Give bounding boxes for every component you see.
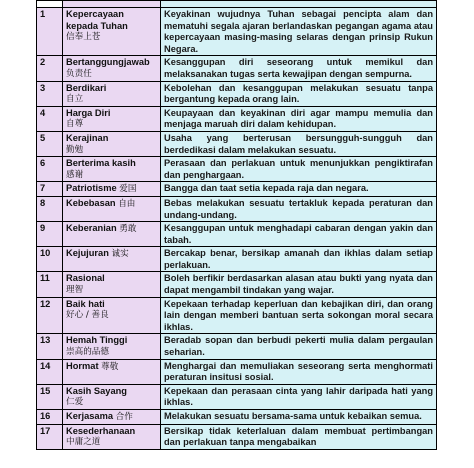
value-name-zh: 信奉上苍 — [66, 32, 101, 43]
row-number: 4 — [37, 106, 63, 131]
description-cell: Melakukan sesuatu bersama-sama untuk kebaikan semua. — [161, 410, 437, 425]
table-row — [37, 222, 437, 247]
value-name-zh: 好心 / 善良 — [66, 310, 109, 321]
row-number: 9 — [37, 222, 63, 247]
description-cell: Keupayaan dan keyakinan diri agar mampu memulia dan menjaga maruah diri dalam kehidupan. — [161, 106, 437, 131]
description-cell: Kesanggupan diri seseorang untuk memikul dan melaksanakan tugas serta kewajipan dengan sempurna. — [161, 56, 437, 81]
table-row — [37, 182, 437, 197]
value-name-zh: 负责任 — [66, 68, 92, 79]
value-name-ms: Berdikari — [66, 82, 107, 93]
description-cell: Kebolehan dan kesanggupan melakukan sesuatu tanpa bergantung kepada orang lain. — [161, 81, 437, 106]
value-name-zh: 勇敢 — [119, 224, 137, 235]
table-row — [37, 359, 437, 384]
table-row — [37, 247, 437, 272]
value-name-ms: Kesederhanaan — [66, 425, 136, 436]
description-cell: Beradab sopan dan berbudi pekerti mulia dalam pergaulan seharian. — [161, 334, 437, 359]
value-name-ms: Baik hati — [66, 298, 105, 309]
value-name-zh: 合作 — [115, 412, 133, 422]
value-cell — [63, 222, 161, 247]
value-name-zh: 诚实 — [111, 249, 129, 260]
table-row — [37, 272, 437, 297]
value-cell — [63, 182, 161, 197]
row-number: 16 — [37, 410, 63, 425]
table-row — [37, 196, 437, 221]
row-number: 17 — [37, 424, 63, 449]
row-number: 3 — [37, 81, 63, 106]
value-name-ms: Hemah Tinggi — [66, 335, 128, 346]
row-number: 14 — [37, 359, 63, 384]
value-name-zh: 爱国 — [119, 184, 137, 195]
description-cell: Perasaan dan perlakuan untuk menunjukkan pengiktirafan dan penghargaan. — [161, 157, 437, 182]
row-number: 12 — [37, 297, 63, 334]
value-name-zh: 自立 — [66, 94, 84, 105]
row-number: 6 — [37, 157, 63, 182]
table-row — [37, 131, 437, 156]
value-cell — [63, 131, 161, 156]
description-cell: Kepekaan dan perasaan cinta yang lahir daripada hati yang ikhlas. — [161, 384, 437, 409]
description-cell: Bercakap benar, bersikap amanah dan ikhlas dalam setiap perlakuan. — [161, 247, 437, 272]
table-row — [37, 106, 437, 131]
value-cell — [63, 334, 161, 359]
value-name-ms: Kasih Sayang — [66, 385, 127, 396]
header-row — [37, 1, 437, 8]
row-number: 2 — [37, 56, 63, 81]
row-number: 15 — [37, 384, 63, 409]
value-name-zh: 感谢 — [66, 169, 84, 180]
table-row — [37, 410, 437, 425]
description-cell: Kesanggupan untuk menghadapi cabaran dengan yakin dan tabah. — [161, 222, 437, 247]
description-cell: Menghargai dan memuliakan seseorang serta menghormati peraturan insitusi sosial. — [161, 359, 437, 384]
value-name-ms: Hormat — [66, 360, 99, 371]
value-name-zh: 崇高的品德 — [66, 347, 109, 358]
table-row — [37, 384, 437, 409]
description-cell: Usaha yang berterusan bersungguh-sungguh dan berdedikasi dalam melakukan sesuatu. — [161, 131, 437, 156]
value-name-ms: Keberanian — [66, 223, 117, 234]
header-cell-value — [63, 1, 161, 8]
description-cell: Bebas melakukan sesuatu tertakluk kepada peraturan dan undang-undang. — [161, 196, 437, 221]
description-cell: Kepekaan terhadap keperluan dan kebajikan diri, dan orang lain dengan memberi bantuan serta sokongan moral secara ikhlas. — [161, 297, 437, 334]
value-cell — [63, 196, 161, 221]
value-cell — [63, 410, 161, 425]
value-name-ms: Kerjasama — [66, 411, 114, 421]
table-body — [37, 1, 437, 450]
value-name-ms: Kerajinan — [66, 132, 109, 143]
description-cell: Bangga dan taat setia kepada raja dan negara. — [161, 182, 437, 197]
table-row — [37, 424, 437, 449]
value-name-zh: 中庸之道 — [66, 437, 101, 448]
row-number: 5 — [37, 131, 63, 156]
value-cell — [63, 247, 161, 272]
value-name-zh: 仁爱 — [66, 397, 84, 408]
value-cell — [63, 297, 161, 334]
value-cell — [63, 272, 161, 297]
value-name-ms: Rasional — [66, 273, 105, 284]
row-number: 7 — [37, 182, 63, 197]
value-name-ms: Berterima kasih — [66, 158, 136, 169]
table-row — [37, 157, 437, 182]
value-cell — [63, 81, 161, 106]
value-name-ms: Harga Diri — [66, 107, 111, 118]
value-name-ms: Kebebasan — [66, 197, 116, 208]
row-number: 1 — [37, 8, 63, 56]
value-name-ms: Kejujuran — [66, 248, 109, 259]
description-cell: Bersikap tidak keterlaluan dalam membuat pertimbangan dan perlakuan tanpa mengabaikan — [161, 424, 437, 449]
table-row — [37, 334, 437, 359]
value-name-zh: 自由 — [118, 198, 136, 209]
value-cell — [63, 384, 161, 409]
description-cell: Boleh berfikir berdasarkan alasan atau bukti yang nyata dan dapat mengambil tindakan yang wajar. — [161, 272, 437, 297]
value-name-ms: Patriotisme — [66, 183, 117, 194]
value-cell — [63, 106, 161, 131]
header-cell-description — [161, 1, 437, 8]
table-row — [37, 8, 437, 56]
value-cell — [63, 157, 161, 182]
table-row — [37, 56, 437, 81]
value-name-zh: 勤勉 — [66, 144, 84, 155]
value-cell — [63, 424, 161, 449]
row-number: 13 — [37, 334, 63, 359]
row-number: 10 — [37, 247, 63, 272]
value-name-zh: 自尊 — [66, 119, 84, 130]
table-row — [37, 81, 437, 106]
value-name-zh: 尊敬 — [101, 361, 119, 372]
row-number: 8 — [37, 196, 63, 221]
values-table — [36, 0, 437, 450]
value-cell — [63, 56, 161, 81]
value-name-ms: Bertanggungjawab — [66, 57, 150, 68]
value-cell — [63, 8, 161, 56]
value-name-ms: Kepercayaan kepada Tuhan — [66, 9, 128, 31]
value-cell — [63, 359, 161, 384]
value-name-zh: 理智 — [66, 285, 84, 296]
table-row — [37, 297, 437, 334]
description-cell: Keyakinan wujudnya Tuhan sebagai pencipta alam dan mematuhi segala ajaran berlandaskan pegangan agama atau kepercayaan masing-masing selaras dengan prinsip Rukun Negara. — [161, 8, 437, 56]
header-cell-num — [37, 1, 63, 8]
row-number: 11 — [37, 272, 63, 297]
